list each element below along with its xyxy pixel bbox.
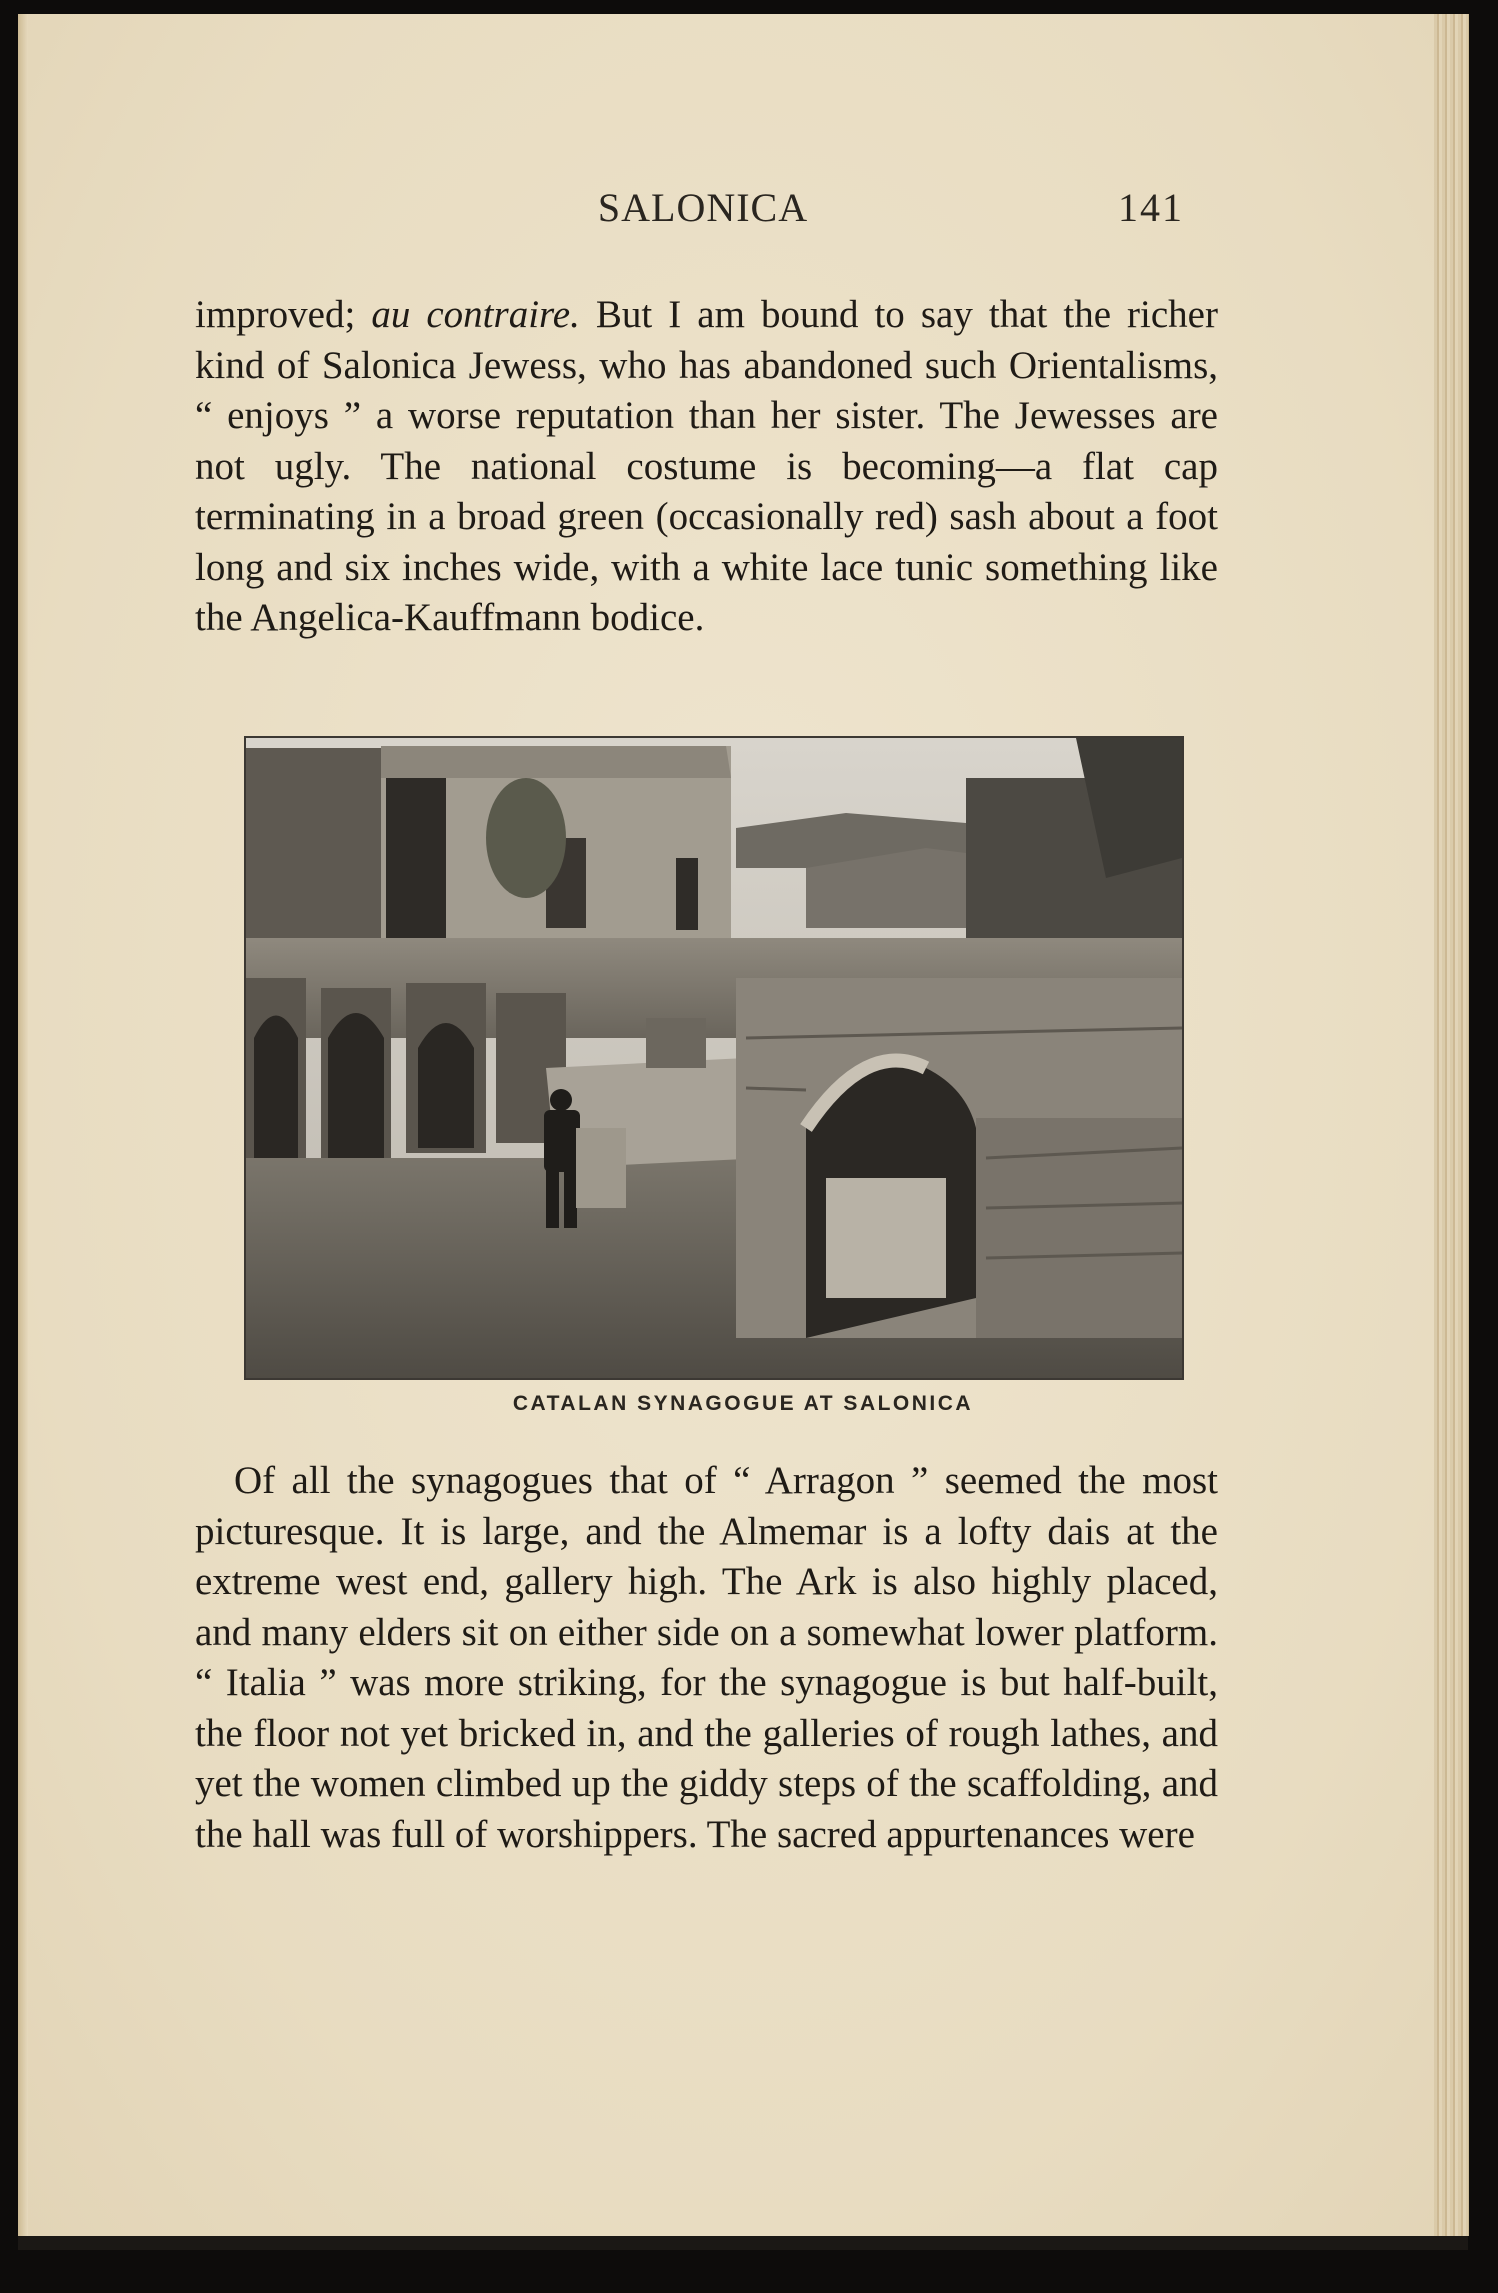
body-text-bottom xyxy=(195,1456,1218,1860)
italic-phrase: au contraire. xyxy=(371,293,580,336)
synagogue-photograph xyxy=(244,736,1184,1380)
page-number: 141 xyxy=(1118,185,1184,230)
paragraph-continued xyxy=(195,290,1218,644)
text-run: improved; xyxy=(195,293,372,336)
page-shadow xyxy=(18,2236,1468,2250)
body-text-top xyxy=(195,290,1218,644)
page-edges xyxy=(1434,14,1468,2236)
figure-caption: CATALAN SYNAGOGUE AT SALONICA xyxy=(512,1392,974,1415)
running-head-title: SALONICA xyxy=(597,185,809,230)
paragraph: Of all the synagogues that of “ Arragon ” seemed the most picturesque. It is large, and the Almemar is a lofty dais at the extreme west end, gallery high. The Ark is also highly placed, and many elders sit on either side on a somewhat lower platform. “ Italia ” was more striking, for the synagogue is but half-built, the floor not yet bricked in, and the galleries of rough lathes, and yet the women climbed up the giddy steps of the scaffolding, and the hall was full of worshippers. The sacred appurtenances were xyxy=(195,1459,1218,1856)
text-run: thing like the Angelica-Kauffmann bodice. xyxy=(195,545,1218,639)
page-gutter xyxy=(18,14,28,2236)
photo-illustration xyxy=(246,738,1182,1378)
text-run: But I am bound to say that the richer kind of Salonica Jewess, who has abandoned such Orientalisms, “ enjoys ” a worse reputation than her sister. The Jewesses are not ugly. The national costume is becoming—a flat cap terminating in a broad green (occasionally red) sash about a foot long and six inches wide, with a white lace tunic some xyxy=(195,293,1218,589)
book-page xyxy=(18,14,1469,2236)
